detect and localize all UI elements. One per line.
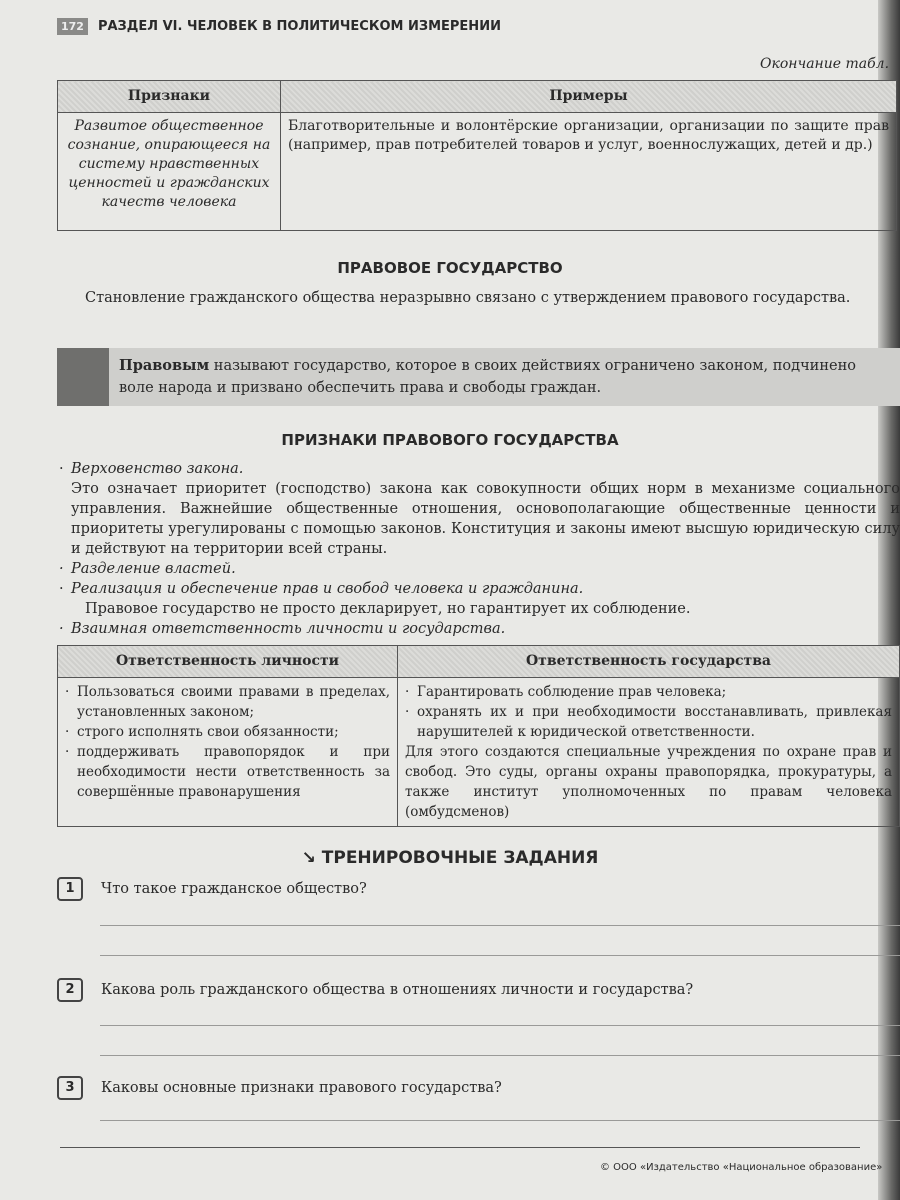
task bbox=[57, 978, 693, 1002]
task-question: Каковы основные признаки правового государства? bbox=[101, 1080, 502, 1096]
list-item: · Разделение властей. bbox=[57, 559, 900, 579]
list-item: · Верховенство закона. Это означает приоритет (господство) закона как совокупности общих норм в механизме социального управления. Важнейшие общественные отношения, основополагающие общественные ценности и приоритеты урегулированы с помощью законов. Конституция и законы имеют высшую юридическую силу и действуют на территории всей страны. bbox=[57, 459, 900, 559]
answer-line[interactable] bbox=[100, 1120, 900, 1121]
task bbox=[57, 877, 367, 901]
features-table bbox=[57, 80, 897, 231]
responsibility-table bbox=[57, 645, 900, 827]
running-header bbox=[57, 18, 501, 35]
task-number: 1 bbox=[57, 877, 83, 901]
list-item: · строго исполнять свои обязанности; bbox=[65, 722, 390, 742]
section-title: РАЗДЕЛ VI. ЧЕЛОВЕК В ПОЛИТИЧЕСКОМ ИЗМЕРЕНИИ bbox=[97, 19, 501, 34]
table-continuation-note: Окончание табл. bbox=[760, 56, 890, 72]
table-cell: Развитое общественное сознание, опирающееся на систему нравственных ценностей и гражданских качеств человека bbox=[58, 113, 281, 231]
note: Для этого создаются специальные учреждения по охране прав и свобод. Это суды, органы охраны правопорядка, прокуратуры, а также институт уполномоченных по правам человека (омбудсменов) bbox=[405, 744, 892, 820]
column-header: Признаки bbox=[58, 81, 281, 113]
column-header: Ответственность государства bbox=[398, 646, 900, 678]
task-question: Какова роль гражданского общества в отношениях личности и государства? bbox=[101, 982, 694, 998]
list-item: · охранять их и при необходимости восстанавливать, привлекая нарушителей к юридической ответственности. bbox=[405, 702, 892, 742]
intro-paragraph: Становление гражданского общества неразрывно связано с утверждением правового государства. bbox=[85, 290, 851, 306]
answer-line[interactable] bbox=[100, 1025, 900, 1026]
features-list bbox=[57, 459, 900, 639]
column-header: Примеры bbox=[281, 81, 897, 113]
task-question: Что такое гражданское общество? bbox=[101, 881, 367, 897]
table-cell: Благотворительные и волонтёрские организации, организации по защите прав (например, прав потребителей товаров и услуг, военнослужащих, детей и др.) bbox=[281, 113, 897, 231]
column-header: Ответственность личности bbox=[58, 646, 398, 678]
section-heading: ПРАВОВОЕ ГОСУДАРСТВО bbox=[337, 259, 563, 277]
list-item: · Пользоваться своими правами в пределах, установленных законом; bbox=[65, 682, 390, 722]
definition-text: называют государство, которое в своих действиях ограничено законом, подчинено воле народа и призвано обеспечить права и свободы граждан. bbox=[119, 358, 856, 396]
task bbox=[57, 1076, 502, 1100]
list-item: · Реализация и обеспечение прав и свобод человека и гражданина. Правовое государство не просто декларирует, но гарантирует их соблюдение. bbox=[57, 579, 900, 619]
page-number: 172 bbox=[57, 18, 88, 35]
list-item: · Гарантировать соблюдение прав человека; bbox=[405, 682, 892, 702]
copyright: © ООО «Издательство «Национальное образование» bbox=[600, 1162, 883, 1173]
definition-marker-icon bbox=[57, 348, 109, 406]
answer-line[interactable] bbox=[100, 1055, 900, 1056]
list-item: · поддерживать правопорядок и при необходимости нести ответственность за совершённые правонарушения bbox=[65, 742, 390, 802]
answer-line[interactable] bbox=[100, 925, 900, 926]
task-number: 3 bbox=[57, 1076, 83, 1100]
answer-line[interactable] bbox=[100, 955, 900, 956]
exercises-heading: ↘ ТРЕНИРОВОЧНЫЕ ЗАДАНИЯ bbox=[301, 848, 599, 868]
list-item: · Взаимная ответственность личности и государства. bbox=[57, 619, 900, 639]
footer-rule bbox=[60, 1147, 860, 1148]
task-number: 2 bbox=[57, 978, 83, 1002]
definition-box bbox=[57, 348, 900, 406]
definition-term: Правовым bbox=[119, 357, 210, 374]
arrow-icon: ↘ bbox=[301, 848, 322, 868]
section-heading: ПРИЗНАКИ ПРАВОВОГО ГОСУДАРСТВА bbox=[281, 431, 619, 449]
